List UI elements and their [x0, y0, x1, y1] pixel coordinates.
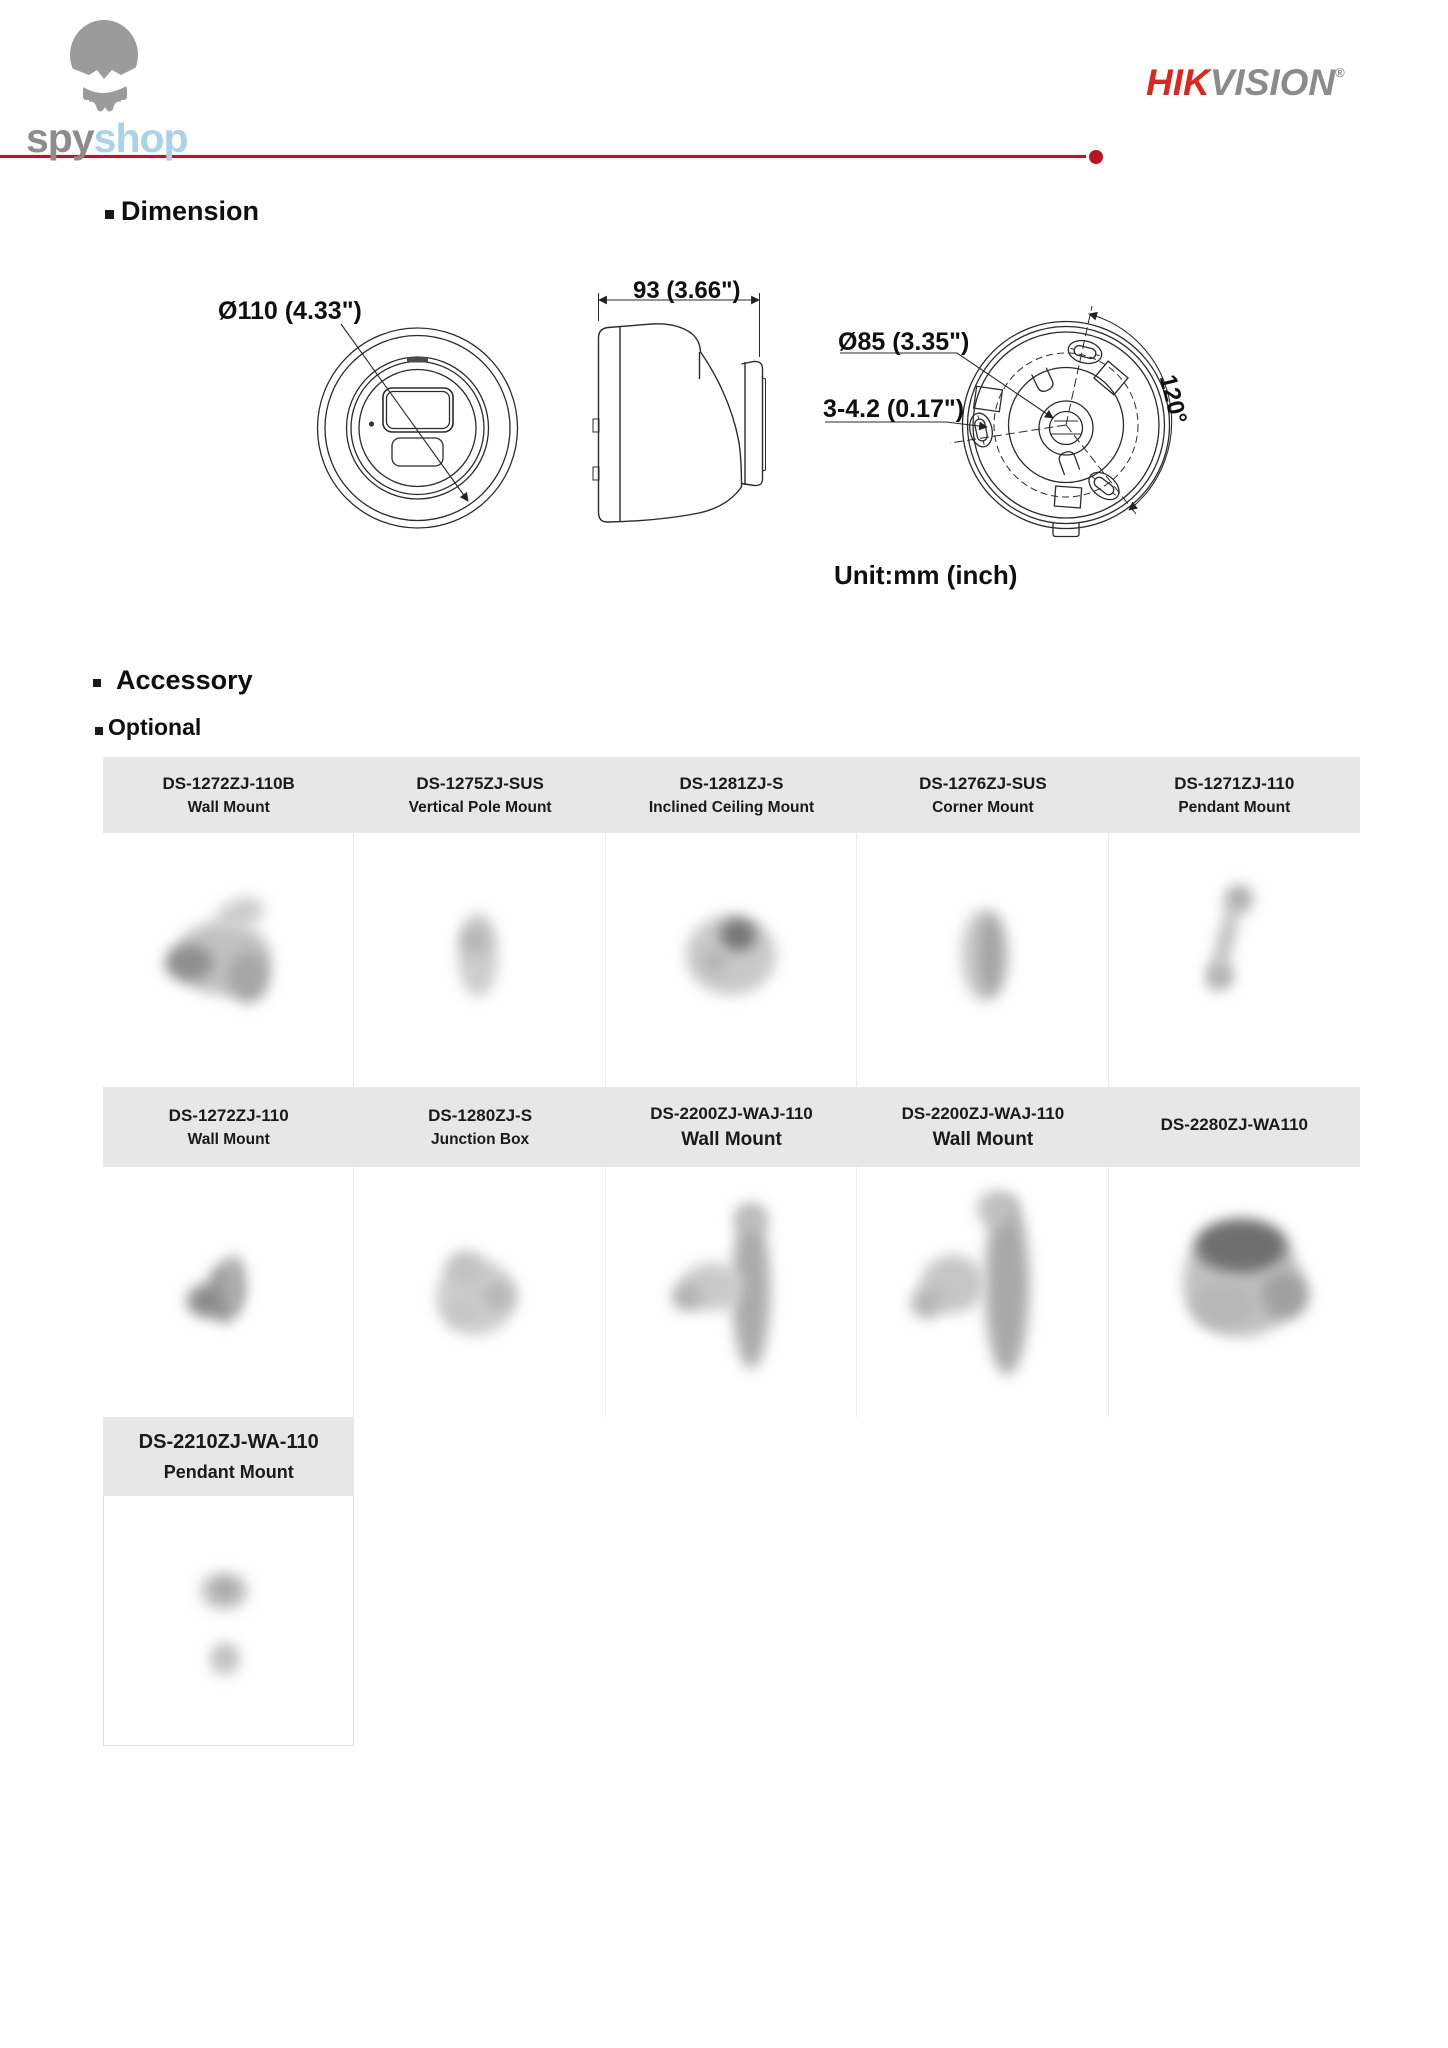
accessory-model: DS-2210ZJ-WA-110: [138, 1430, 319, 1453]
optional-subtitle: Optional: [108, 714, 202, 740]
accessory-type: Junction Box: [431, 1130, 530, 1148]
accessory-section-title: Accessory: [116, 665, 253, 695]
accessory-type: Vertical Pole Mount: [408, 798, 552, 816]
accessory-image: [857, 833, 1108, 1087]
accessory-image: [857, 1167, 1108, 1417]
registered-mark: ®: [1335, 65, 1345, 80]
accessory-type: Corner Mount: [932, 798, 1034, 816]
accessory-cell: [857, 757, 1108, 833]
accessory-type: Wall Mount: [187, 1130, 270, 1148]
accessory-row-3: [103, 1417, 354, 1746]
accessory-type: Wall Mount: [932, 1128, 1034, 1150]
base-diameter-label: Ø85 (3.35"): [838, 328, 970, 356]
accessory-cell: [1109, 1087, 1360, 1167]
accessory-image: [606, 1167, 857, 1417]
accessory-type: Wall Mount: [681, 1128, 782, 1150]
accessory-image: [103, 1167, 354, 1417]
dimension-section-title: Dimension: [121, 196, 260, 226]
hikvision-logo-vision: VISION: [1209, 62, 1336, 103]
side-width-label: 93 (3.66"): [633, 277, 741, 304]
unit-label: Unit:mm (inch): [834, 560, 1018, 590]
accessory-model: DS-2200ZJ-WAJ-110: [650, 1103, 813, 1123]
accessory-cell: [1109, 757, 1360, 833]
angle-label: 120°: [1153, 372, 1193, 427]
accessory-table: [103, 757, 1360, 1746]
accessory-image-row: [103, 833, 1360, 1087]
accessory-type: Pendant Mount: [163, 1461, 294, 1482]
accessory-model: DS-2200ZJ-WAJ-110: [901, 1103, 1065, 1123]
accessory-model: DS-1276ZJ-SUS: [919, 773, 1047, 793]
accessory-model: DS-1272ZJ-110: [168, 1105, 289, 1125]
accessory-model: DS-1271ZJ-110: [1174, 773, 1295, 793]
accessory-header-row: [103, 1087, 1360, 1167]
accessory-image: [354, 833, 605, 1087]
accessory-cell: [354, 757, 605, 833]
accessory-cell: [354, 1087, 605, 1167]
accessory-cell: [606, 757, 857, 833]
accessory-cell: [103, 1417, 354, 1496]
bullet-square: [95, 727, 103, 735]
accessory-image: [606, 833, 857, 1087]
accessory-cell: [857, 1087, 1108, 1167]
accessory-image: [103, 1496, 354, 1746]
front-view-drawing: [318, 324, 518, 528]
side-view-drawing: [593, 293, 766, 522]
hole-size-label: 3-4.2 (0.17"): [823, 395, 965, 423]
accessory-cell: [103, 1087, 354, 1167]
accessory-cell: [606, 1087, 857, 1167]
accessory-model: DS-1275ZJ-SUS: [416, 773, 544, 793]
accessory-model: DS-1281ZJ-S: [679, 773, 784, 793]
accessory-type: Inclined Ceiling Mount: [648, 798, 815, 816]
accessory-model: DS-2280ZJ-WA110: [1160, 1114, 1308, 1134]
accessory-image: [1109, 833, 1360, 1087]
accessory-cell: [103, 757, 354, 833]
accessory-image: [354, 1167, 605, 1417]
spyshop-logo-shop: shop: [93, 115, 188, 161]
front-diameter-label: Ø110 (4.33"): [218, 297, 362, 325]
accessory-image: [103, 833, 354, 1087]
accessory-image: [1109, 1167, 1360, 1417]
hikvision-logo-hik: HIK: [1146, 62, 1210, 103]
accessory-image-row: [103, 1167, 1360, 1417]
accessory-type: Wall Mount: [187, 798, 270, 816]
bullet-square: [93, 679, 101, 687]
accessory-header-row: [103, 757, 1360, 833]
spyshop-logo-spy: spy: [26, 115, 94, 161]
accessory-model: DS-1280ZJ-S: [428, 1105, 533, 1125]
accessory-type: Pendant Mount: [1178, 798, 1291, 816]
accessory-model: DS-1272ZJ-110B: [162, 773, 295, 793]
spyshop-logo: [26, 115, 188, 161]
